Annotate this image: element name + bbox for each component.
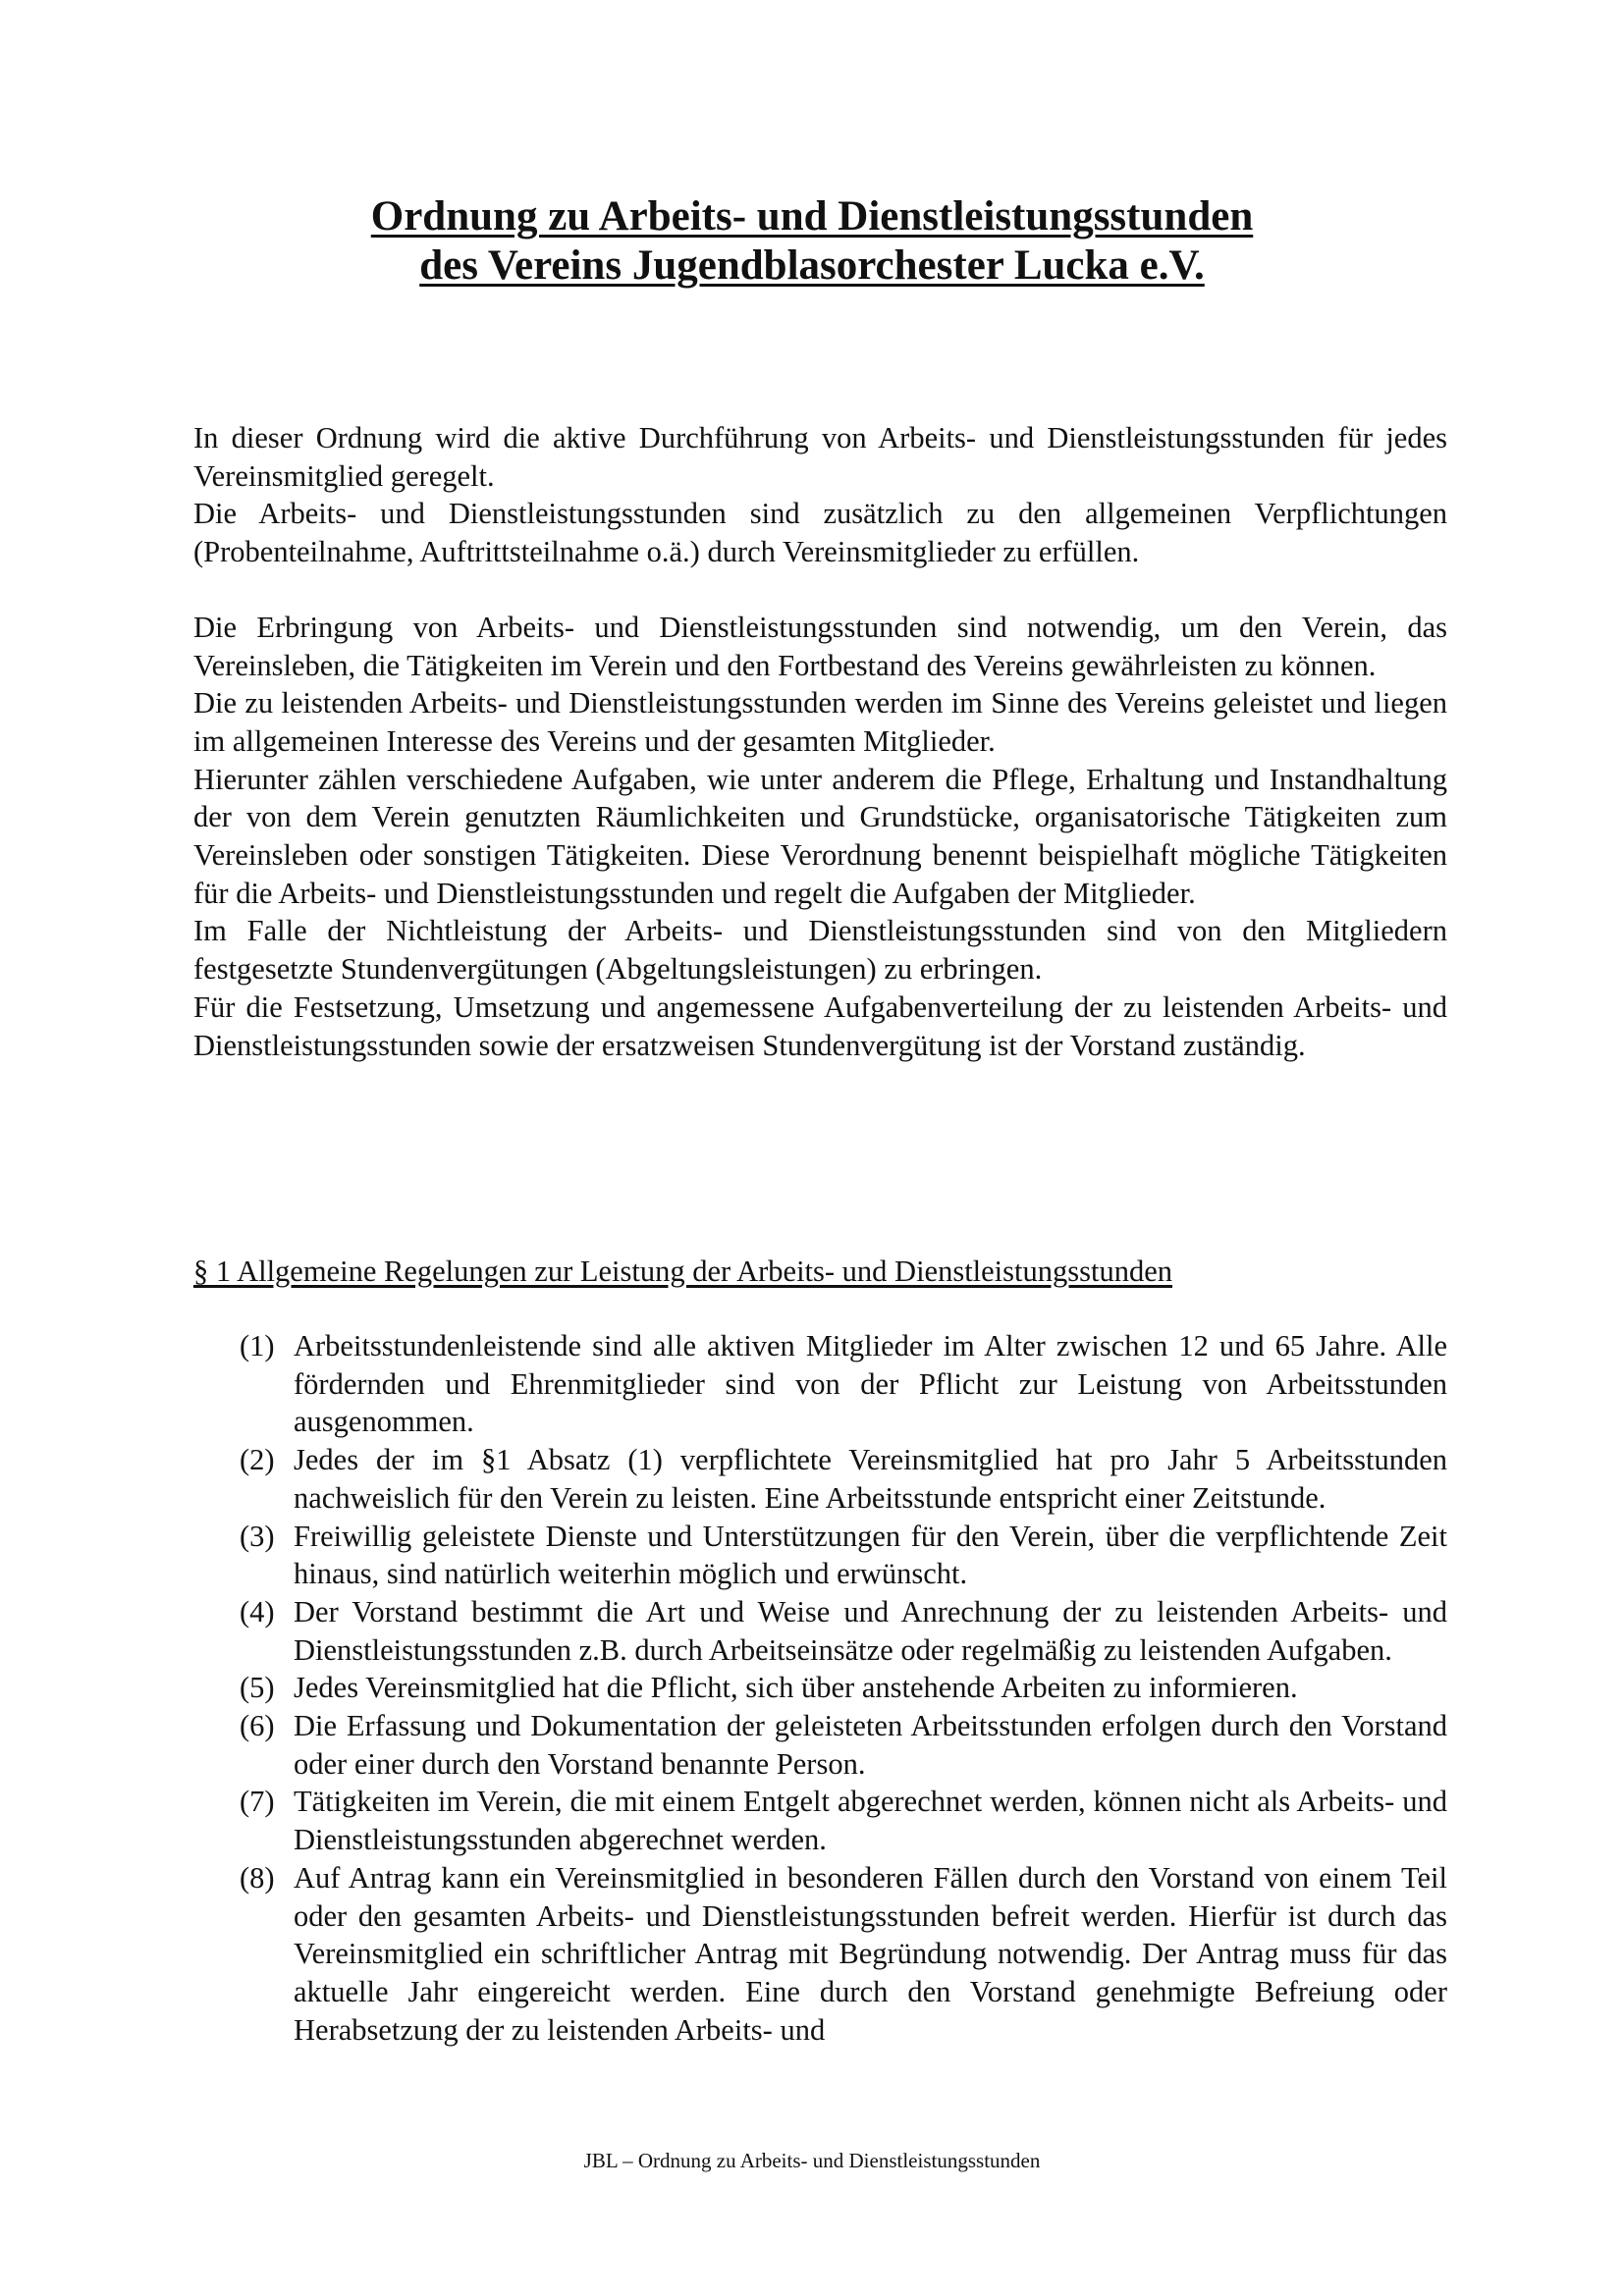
item-text: Arbeitsstundenleistende sind alle aktiven Mitglieder im Alter zwischen 12 und 65 Jahre. Alle fördernden und Ehrenmitglieder sind von der Pflicht zur Leistung von Arbeitsstunden ausgenommen. [294, 1329, 1447, 1439]
item-number: (7) [240, 1785, 275, 1819]
list-item [240, 1783, 1447, 1858]
section-1-list [240, 1327, 1447, 2049]
intro-paragraph: Für die Festsetzung, Umsetzung und angemessene Aufgabenverteilung der zu leistenden Arbeits- und Dienstleistungsstunden sowie der ersatzweisen Stundenvergütung ist der Vorstand zuständig. [193, 989, 1447, 1062]
item-number: (5) [240, 1671, 275, 1705]
list-item [240, 1669, 1447, 1707]
item-text: Freiwillig geleistete Dienste und Unterstützungen für den Verein, über die verpflichtende Zeit hinaus, sind natürlich weiterhin möglich und erwünscht. [294, 1519, 1447, 1591]
item-text: Tätigkeiten im Verein, die mit einem Entgelt abgerechnet werden, können nicht als Arbeits- und Dienstleistungsstunden abgerechnet werden. [294, 1785, 1447, 1857]
intro-paragraph: Die Erbringung von Arbeits- und Dienstleistungsstunden sind notwendig, um den Verein, das Vereinsleben, die Tätigkeiten im Verein und den Fortbestand des Vereins gewährleisten zu können. [193, 610, 1447, 682]
item-number: (4) [240, 1594, 275, 1629]
item-number: (2) [240, 1443, 275, 1477]
paragraph-spacer [193, 571, 1447, 609]
list-item [240, 1859, 1447, 2050]
item-text: Auf Antrag kann ein Vereinsmitglied in besonderen Fällen durch den Vorstand von einem Teil oder den gesamten Arbeits- und Dienstleistungsstunden befreit werden. Hierfür ist durch das Vereinsmitglied ein schriftlicher Antrag mit Begründung notwendig. Der Antrag muss für das aktuelle Jahr eingereicht werden. Eine durch den Vorstand genehmigte Befreiung oder Herabsetzung der zu leistenden Arbeits- und [294, 1860, 1447, 2047]
item-number: (3) [240, 1519, 275, 1553]
intro-paragraph: Die zu leistenden Arbeits- und Dienstleistungsstunden werden im Sinne des Vereins geleistet und liegen im allgemeinen Interesse des Vereins und der gesamten Mitglieder. [193, 686, 1447, 758]
intro-paragraph: Hierunter zählen verschiedene Aufgaben, wie unter anderem die Pflege, Erhaltung und Instandhaltung der von dem Verein genutzten Räumlichkeiten und Grundstücke, organisatorische Tätigkeiten zum Vereinsleben oder sonstigen Tätigkeiten. Diese Verordnung benennt beispielhaft mögliche Tätigkeiten für die Arbeits- und Dienstleistungsstunden und regelt die Aufgaben der Mitglieder. [193, 762, 1447, 910]
item-number: (8) [240, 1860, 275, 1895]
list-item [240, 1707, 1447, 1783]
list-item [240, 1327, 1447, 1441]
section-1-heading: § 1 Allgemeine Regelungen zur Leistung der Arbeits- und Dienstleistungsstunden [193, 1255, 1172, 1288]
item-text: Die Erfassung und Dokumentation der geleisteten Arbeitsstunden erfolgen durch den Vorstand oder einer durch den Vorstand benannte Person. [294, 1709, 1447, 1781]
item-text: Jedes Vereinsmitglied hat die Pflicht, sich über anstehende Arbeiten zu informieren. [294, 1671, 1298, 1705]
document-title [0, 192, 1624, 291]
intro-paragraph: Im Falle der Nichtleistung der Arbeits- und Dienstleistungsstunden sind von den Mitgliedern festgesetzte Stundenvergütungen (Abgeltungsleistungen) zu erbringen. [193, 914, 1447, 987]
intro-paragraph: In dieser Ordnung wird die aktive Durchführung von Arbeits- und Dienstleistungsstunden für jedes Vereinsmitglied geregelt. [193, 421, 1447, 493]
list-item [240, 1441, 1447, 1517]
title-line-1: Ordnung zu Arbeits- und Dienstleistungsstunden [370, 193, 1254, 240]
list-item [240, 1593, 1447, 1669]
item-number: (6) [240, 1709, 275, 1743]
intro-section [193, 419, 1447, 1064]
item-text: Jedes der im §1 Absatz (1) verpflichtete Vereinsmitglied hat pro Jahr 5 Arbeitsstunden nachweislich für den Verein zu leisten. Eine Arbeitsstunde entspricht einer Zeitstunde. [294, 1443, 1447, 1515]
list-item [240, 1518, 1447, 1593]
title-line-2: des Vereins Jugendblasorchester Lucka e.V. [419, 242, 1205, 289]
item-text: Der Vorstand bestimmt die Art und Weise und Anrechnung der zu leistenden Arbeits- und Dienstleistungsstunden z.B. durch Arbeitseinsätze oder regelmäßig zu leistenden Aufgaben. [294, 1594, 1447, 1667]
item-number: (1) [240, 1329, 275, 1362]
intro-paragraph: Die Arbeits- und Dienstleistungsstunden sind zusätzlich zu den allgemeinen Verpflichtungen (Probenteilnahme, Auftrittsteilnahme o.ä.) durch Vereinsmitglieder zu erfüllen. [193, 497, 1447, 569]
page-footer: JBL – Ordnung zu Arbeits- und Dienstleistungsstunden [583, 2149, 1041, 2172]
